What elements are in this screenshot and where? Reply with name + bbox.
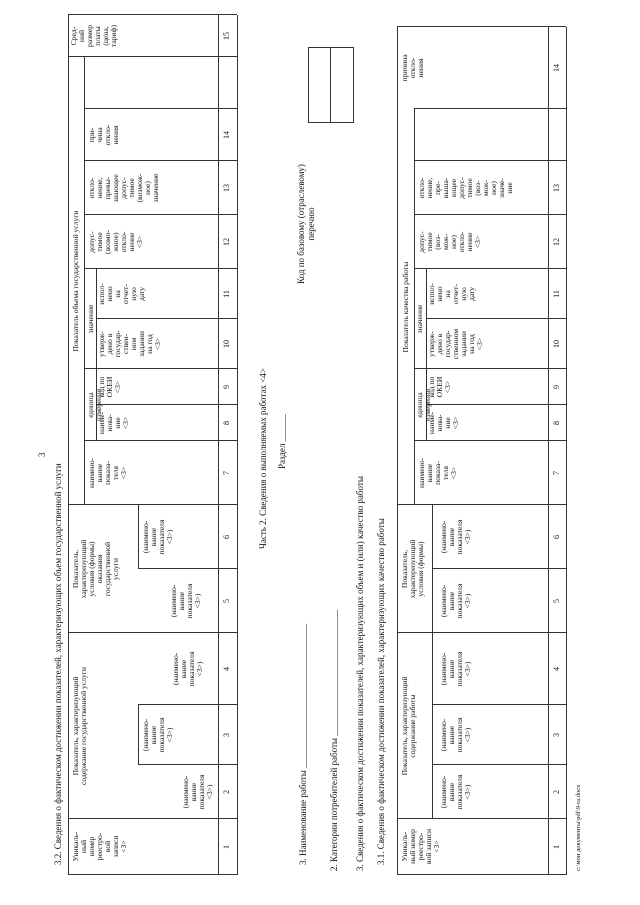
col-unit: единица измерения — [87, 388, 103, 422]
col-num: 2 — [222, 790, 231, 794]
col-deviation-reason: причина откло- нения — [400, 54, 425, 82]
col-num: 5 — [552, 599, 561, 603]
col-num: 1 — [222, 845, 231, 849]
col-num: 9 — [552, 385, 561, 389]
col-unit: единица измерения — [416, 388, 432, 422]
col-num: 8 — [222, 421, 231, 425]
col-num: 8 — [552, 421, 561, 425]
col-num: 11 — [222, 290, 231, 298]
col-num: 13 — [222, 184, 231, 192]
col-record-number: Уникаль- ный номер реестро- вой записи <3> — [71, 831, 128, 862]
col-excess-deviation: откло- нение, превы- шающее допус- тимое (возмож- ное) значение — [87, 173, 160, 203]
col-num: 4 — [222, 667, 231, 671]
content-param-1: (наимено- вание показателя <3>) — [439, 774, 472, 810]
col-num: 2 — [552, 790, 561, 794]
group-volume-header: Показатель объема государственной услуги — [71, 210, 80, 352]
col-record-number: Уникаль- ный номер реестро- вой записи <3> — [400, 828, 441, 865]
col-num: 12 — [222, 238, 231, 246]
conditions-param-1: (наимено- вание показателя <3>) — [169, 583, 202, 619]
col-num: 13 — [552, 184, 561, 192]
footer-file-path: c:\мои документы\pdf\9-ra.docx — [575, 784, 582, 871]
col-indicator-name: наимено- вание показа- теля <3> — [417, 457, 458, 489]
col-approved: утверж- дено в государ- ствен- ном задании на год <3> — [97, 330, 162, 358]
content-param-2: (наимено- вание показателя <3>) — [439, 717, 472, 753]
col-num: 7 — [552, 471, 561, 475]
group-conditions-header: Показатель, характеризующий условия (формы) оказания государственной услуги — [71, 539, 120, 599]
col-num: 12 — [552, 238, 561, 246]
col-num: 7 — [222, 471, 231, 475]
col-deviation-reason: при- чина откло- нения — [87, 124, 120, 146]
col-num: 5 — [222, 599, 231, 603]
page-number: 3 — [37, 452, 47, 457]
col-num: 1 — [552, 845, 561, 849]
content-param-1: (наимено- вание показателя <3>) — [181, 774, 214, 810]
col-allowed-deviation: допус- тимое (возмо- жное) откло- нение <3> — [87, 230, 144, 254]
col-executed: испол- нено на отчет- ную дату — [427, 283, 476, 305]
item3-info: 3. Сведения о фактическом достижении показателей, характеризующих объем и (или) качество работы — [355, 476, 365, 871]
col-unit-name: наиме- нова- ние <3> — [427, 411, 460, 435]
col-num: 10 — [222, 340, 231, 348]
work-name-line: 3. Наименование работы ________________________________ — [298, 623, 308, 865]
consumers-line: 2. Категории потребителей работы ____________________________ — [329, 609, 339, 871]
part2-title: Часть 2. Сведения о выполняемых работах <4> — [258, 368, 268, 549]
col-allowed-deviation: допус- тимое (воз- мож- ное) откло- нение <3> — [417, 231, 482, 253]
group-conditions-header: Показатель, характеризующий условия (формы) — [400, 539, 425, 599]
col-num: 9 — [222, 385, 231, 389]
col-unit-okei: код по ОКЕИ <3> — [97, 376, 122, 398]
col-indicator-name: наимено- вание показа- теля <3> — [87, 457, 128, 489]
group-content-header: Показатель, характеризующий содержание государственной услуги — [71, 667, 88, 785]
col-num: 6 — [552, 535, 561, 539]
section-3-2-title: 3.2. Сведения о фактическом достижении показателей, характеризующих объем государственной услуги — [53, 463, 63, 865]
col-num: 3 — [222, 733, 231, 737]
conditions-param-1: (наимено- вание показателя <3>) — [439, 583, 472, 619]
col-unit-okei: код по ОКЕИ <3> — [427, 376, 452, 398]
group-quality-header: Показатель качества работы — [401, 261, 410, 353]
col-num: 14 — [222, 131, 231, 139]
content-param-3: (наимено- вание показателя <3>) — [439, 651, 472, 687]
col-num: 15 — [222, 32, 231, 40]
col-num: 4 — [552, 667, 561, 671]
col-excess-deviation: откло- нение, пре- выша- ющее допус- тимое (воз- мож- ное) значе- ние — [417, 177, 514, 199]
item3-1-info: 3.1. Сведения о фактическом достижении показателей, характеризующих качество работы — [376, 518, 386, 865]
section-label: Раздел ______ — [277, 414, 287, 469]
col-approved: утверж- дено в государ- ственном задании на год <3> — [427, 328, 484, 360]
col-num: 11 — [552, 290, 561, 298]
col-value: значение — [415, 304, 424, 334]
content-param-2: (наимено- вание показателя <3>) — [141, 717, 174, 753]
col-num: 3 — [552, 733, 561, 737]
col-unit-name: наиме- нова- ние <3> — [97, 411, 130, 435]
col-value: значение — [86, 304, 95, 334]
col-avg-fee: Сред- ний размер платы (цена, тариф) — [69, 24, 118, 48]
col-num: 14 — [552, 64, 561, 72]
col-executed: испол- нено на отчет- ную дату — [97, 283, 146, 305]
base-list-code-label: Код по базовому (отраслевому) перечню — [296, 164, 316, 284]
conditions-param-2: (наимено- вание показателя <3>) — [141, 519, 174, 555]
group-content-header: Показатель, характеризующий содержание работы — [400, 676, 417, 776]
col-num: 10 — [552, 340, 561, 348]
content-param-3: (наимено- вание показателя <3>) — [171, 651, 204, 687]
col-num: 6 — [222, 535, 231, 539]
conditions-param-2: (наимено- вание показателя <3>) — [439, 519, 472, 555]
